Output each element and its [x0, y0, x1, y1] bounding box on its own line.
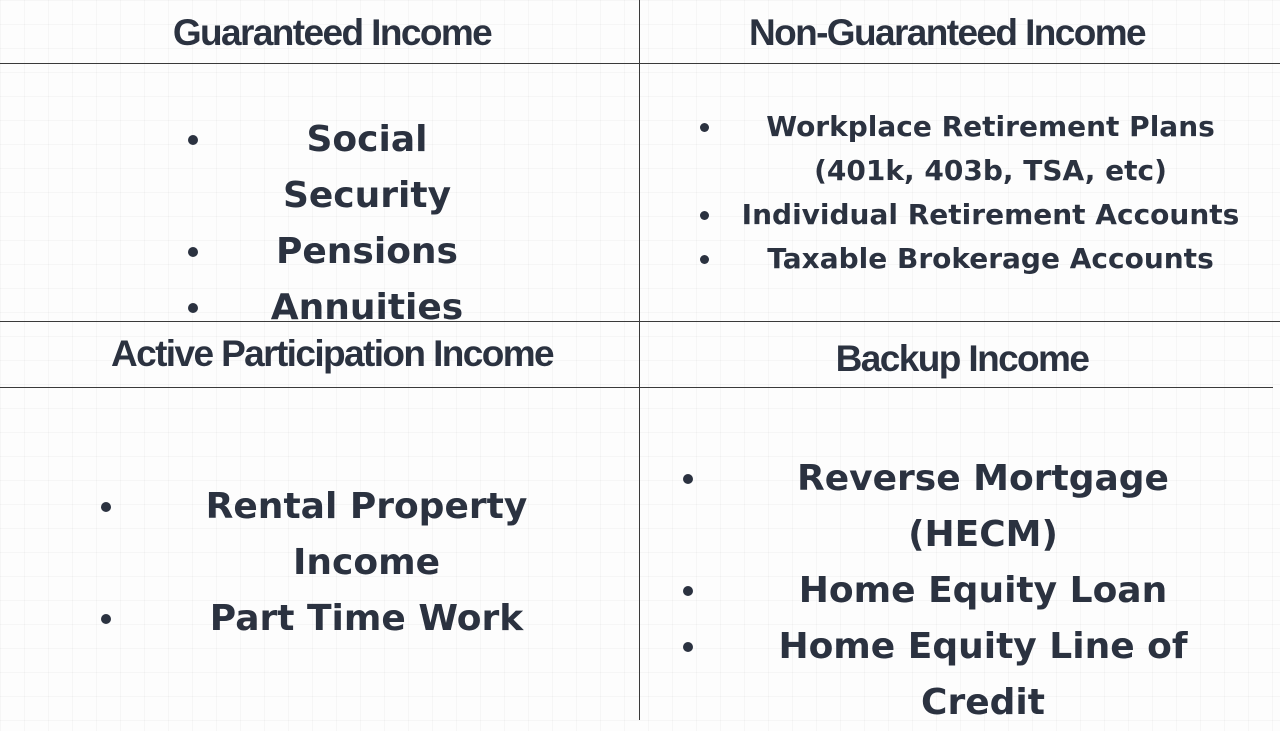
list-item-label: Taxable Brokerage Accounts — [767, 242, 1214, 275]
active-participation-income-heading: Active Participation Income — [110, 333, 554, 374]
list-item — [696, 193, 1241, 237]
list-item-label: Workplace Retirement Plans (401k, 403b, TSA, etc) — [766, 110, 1215, 187]
list-item — [97, 591, 602, 647]
list-item-label: Home Equity Loan — [798, 570, 1168, 611]
list-item — [97, 479, 602, 591]
list-item-label: Reverse Mortgage (HECM) — [797, 458, 1169, 555]
top-header-divider — [0, 63, 1280, 64]
backup-income-list — [679, 451, 1249, 731]
active-participation-income-list — [97, 479, 602, 647]
list-item — [679, 563, 1249, 619]
list-item — [696, 105, 1241, 193]
bottom-header-divider — [0, 387, 1273, 388]
list-item — [184, 280, 514, 336]
list-item-label: Annuities — [270, 287, 464, 328]
backup-income-heading: Backup Income — [835, 338, 1089, 379]
list-item-label: Part Time Work — [209, 598, 524, 639]
guaranteed-income-heading: Guaranteed Income — [172, 12, 492, 53]
list-item — [679, 619, 1249, 731]
guaranteed-income-list — [184, 112, 514, 336]
list-item-label: Rental Property Income — [205, 486, 528, 583]
list-item-label: Social Security — [282, 119, 452, 216]
non-guaranteed-income-list — [696, 105, 1241, 281]
list-item — [696, 237, 1241, 281]
list-item-label: Individual Retirement Accounts — [741, 198, 1240, 231]
list-item — [679, 451, 1249, 563]
list-item-label: Home Equity Line of Credit — [778, 626, 1188, 723]
list-item — [184, 224, 514, 280]
list-item — [184, 112, 514, 224]
non-guaranteed-income-heading: Non-Guaranteed Income — [748, 12, 1146, 53]
list-item-label: Pensions — [276, 231, 458, 272]
